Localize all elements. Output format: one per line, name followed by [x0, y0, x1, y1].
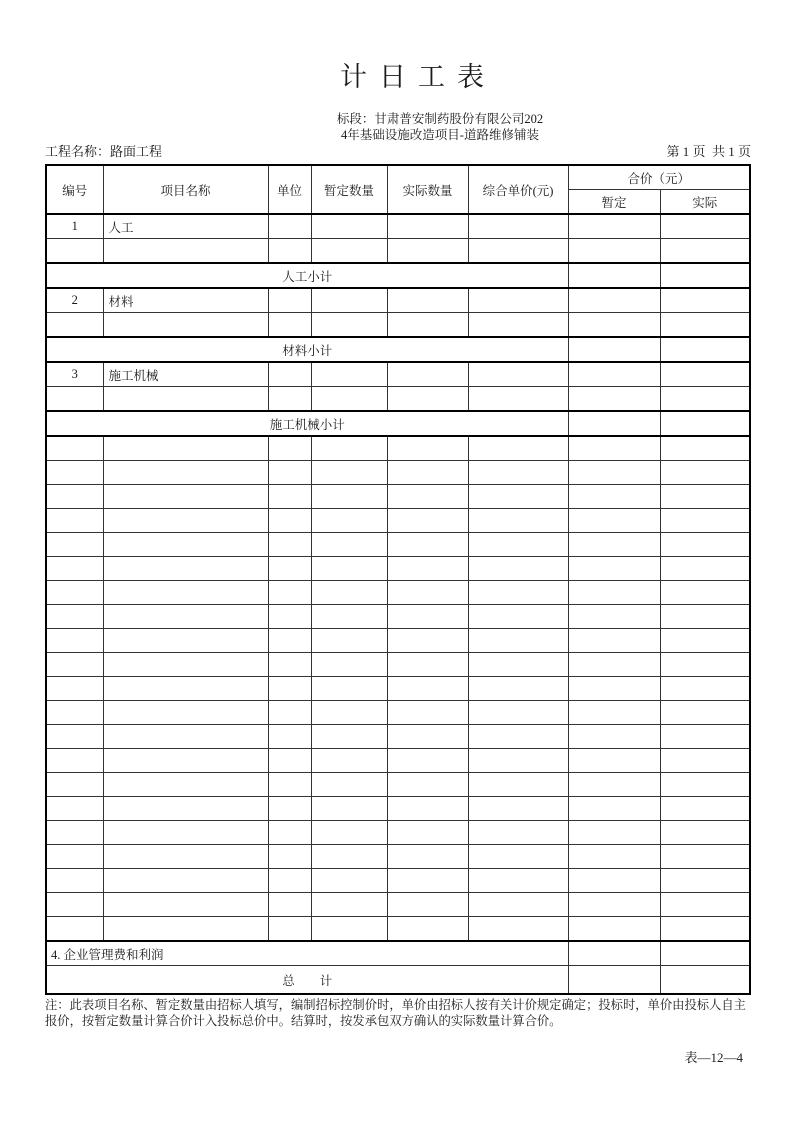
empty-cell: [387, 725, 468, 749]
empty-cell: [311, 869, 387, 893]
empty-cell: [311, 893, 387, 917]
empty-cell: [468, 239, 568, 264]
empty-cell: [103, 557, 268, 581]
empty-cell: [46, 605, 103, 629]
empty-cell: [311, 214, 387, 239]
tentative-total-cell: [568, 337, 660, 362]
empty-cell: [268, 797, 311, 821]
empty-cell: [46, 239, 103, 264]
empty-cell: [46, 797, 103, 821]
empty-cell: [46, 869, 103, 893]
empty-cell: [103, 605, 268, 629]
empty-cell: [387, 288, 468, 313]
empty-cell: [46, 773, 103, 797]
empty-cell: [660, 701, 750, 725]
table-row: [46, 821, 750, 845]
empty-cell: [268, 917, 311, 942]
empty-cell: [660, 893, 750, 917]
empty-cell: [387, 509, 468, 533]
empty-cell: [268, 509, 311, 533]
empty-cell: [268, 214, 311, 239]
empty-cell: [311, 509, 387, 533]
empty-cell: [311, 773, 387, 797]
empty-cell: [268, 845, 311, 869]
empty-cell: [103, 917, 268, 942]
empty-cell: [568, 773, 660, 797]
empty-cell: [311, 533, 387, 557]
table-row: [46, 337, 750, 362]
empty-cell: [660, 821, 750, 845]
empty-cell: [468, 485, 568, 509]
item-name-cell: 人工: [103, 214, 268, 239]
row-label-cell: 4. 企业管理费和利润: [46, 941, 568, 966]
empty-cell: [568, 239, 660, 264]
bid-section-line2: 4年基础设施改造项目-道路维修铺装: [341, 127, 539, 142]
empty-cell: [387, 749, 468, 773]
column-header-unit: 单位: [268, 165, 311, 214]
empty-cell: [660, 605, 750, 629]
table-row: [46, 509, 750, 533]
empty-cell: [660, 581, 750, 605]
empty-cell: [387, 533, 468, 557]
empty-cell: [103, 461, 268, 485]
empty-cell: [268, 581, 311, 605]
empty-cell: [660, 461, 750, 485]
empty-cell: [468, 288, 568, 313]
empty-cell: [660, 653, 750, 677]
row-number-cell: 2: [46, 288, 103, 313]
empty-cell: [387, 239, 468, 264]
empty-cell: [311, 313, 387, 338]
empty-cell: [46, 581, 103, 605]
table-row: [46, 557, 750, 581]
empty-cell: [387, 821, 468, 845]
table-row: [46, 605, 750, 629]
table-row: [46, 797, 750, 821]
empty-cell: [568, 869, 660, 893]
empty-cell: [468, 749, 568, 773]
bid-section-label: [40, 112, 800, 143]
empty-cell: [568, 557, 660, 581]
actual-total-cell: [660, 941, 750, 966]
empty-cell: [268, 653, 311, 677]
table-row: [46, 629, 750, 653]
row-label-cell: 材料小计: [46, 337, 568, 362]
empty-cell: [387, 893, 468, 917]
empty-cell: [660, 629, 750, 653]
empty-cell: [387, 845, 468, 869]
empty-cell: [660, 485, 750, 509]
empty-cell: [468, 725, 568, 749]
empty-cell: [103, 845, 268, 869]
page-indicator: 第 1 页 共 1 页: [666, 144, 751, 159]
table-row: [46, 411, 750, 436]
empty-cell: [468, 893, 568, 917]
table-row: [46, 869, 750, 893]
actual-total-cell: [660, 263, 750, 288]
empty-cell: [468, 313, 568, 338]
empty-cell: [568, 653, 660, 677]
item-name-cell: 施工机械: [103, 362, 268, 387]
empty-cell: [387, 387, 468, 412]
empty-cell: [311, 436, 387, 461]
empty-cell: [660, 677, 750, 701]
empty-cell: [660, 288, 750, 313]
empty-cell: [387, 773, 468, 797]
table-row: [46, 387, 750, 412]
empty-cell: [311, 797, 387, 821]
empty-cell: [568, 387, 660, 412]
empty-cell: [387, 313, 468, 338]
empty-cell: [46, 533, 103, 557]
empty-cell: [311, 749, 387, 773]
actual-total-cell: [660, 966, 750, 995]
empty-cell: [311, 288, 387, 313]
empty-cell: [568, 485, 660, 509]
row-label-cell: 施工机械小计: [46, 411, 568, 436]
empty-cell: [103, 893, 268, 917]
empty-cell: [468, 629, 568, 653]
empty-cell: [103, 533, 268, 557]
empty-cell: [387, 214, 468, 239]
table-row: [46, 941, 750, 966]
table-row: [46, 893, 750, 917]
empty-cell: [387, 557, 468, 581]
column-header-unit-price: 综合单价(元): [468, 165, 568, 214]
project-name: 工程名称：路面工程: [45, 144, 163, 159]
tentative-total-cell: [568, 411, 660, 436]
empty-cell: [660, 917, 750, 942]
table-row: [46, 677, 750, 701]
empty-cell: [468, 653, 568, 677]
empty-cell: [568, 797, 660, 821]
empty-cell: [103, 701, 268, 725]
empty-cell: [468, 581, 568, 605]
empty-cell: [46, 461, 103, 485]
empty-cell: [103, 773, 268, 797]
empty-cell: [468, 797, 568, 821]
empty-cell: [568, 214, 660, 239]
empty-cell: [268, 821, 311, 845]
tentative-total-cell: [568, 263, 660, 288]
column-header-total-price: 合价（元）: [568, 165, 750, 190]
empty-cell: [387, 362, 468, 387]
column-header-item-name: 项目名称: [103, 165, 268, 214]
empty-cell: [568, 821, 660, 845]
table-row: [46, 581, 750, 605]
empty-cell: [103, 313, 268, 338]
empty-cell: [311, 581, 387, 605]
column-header-actual-qty: 实际数量: [387, 165, 468, 214]
empty-cell: [311, 701, 387, 725]
empty-cell: [46, 749, 103, 773]
empty-cell: [387, 629, 468, 653]
column-header-tentative: 暂定: [568, 190, 660, 215]
empty-cell: [660, 387, 750, 412]
row-number-cell: 3: [46, 362, 103, 387]
empty-cell: [660, 362, 750, 387]
table-body: [46, 214, 750, 994]
empty-cell: [46, 701, 103, 725]
actual-total-cell: [660, 411, 750, 436]
empty-cell: [568, 749, 660, 773]
empty-cell: [268, 677, 311, 701]
empty-cell: [311, 485, 387, 509]
empty-cell: [46, 653, 103, 677]
row-label-cell: 人工小计: [46, 263, 568, 288]
form-code: 表—12—4: [684, 1050, 743, 1065]
empty-cell: [660, 869, 750, 893]
empty-cell: [103, 677, 268, 701]
empty-cell: [660, 533, 750, 557]
empty-cell: [568, 677, 660, 701]
empty-cell: [103, 749, 268, 773]
empty-cell: [387, 485, 468, 509]
empty-cell: [103, 436, 268, 461]
empty-cell: [46, 845, 103, 869]
empty-cell: [46, 725, 103, 749]
empty-cell: [660, 845, 750, 869]
empty-cell: [268, 533, 311, 557]
empty-cell: [268, 485, 311, 509]
empty-cell: [103, 581, 268, 605]
row-label-cell: 总 计: [46, 966, 568, 995]
table-row: [46, 288, 750, 313]
table-row: [46, 917, 750, 942]
empty-cell: [387, 701, 468, 725]
column-header-tentative-qty: 暂定数量: [311, 165, 387, 214]
page-title: 计日工表: [340, 62, 496, 92]
empty-cell: [660, 214, 750, 239]
tentative-total-cell: [568, 966, 660, 995]
empty-cell: [660, 749, 750, 773]
empty-cell: [103, 485, 268, 509]
column-header-no: 编号: [46, 165, 103, 214]
empty-cell: [311, 239, 387, 264]
empty-cell: [468, 387, 568, 412]
empty-cell: [311, 605, 387, 629]
table-row: [46, 773, 750, 797]
note-text: [45, 997, 757, 1029]
empty-cell: [660, 239, 750, 264]
empty-cell: [268, 436, 311, 461]
empty-cell: [468, 557, 568, 581]
empty-cell: [103, 387, 268, 412]
table-header: [46, 165, 750, 214]
table-row: [46, 239, 750, 264]
empty-cell: [46, 821, 103, 845]
empty-cell: [568, 845, 660, 869]
empty-cell: [660, 557, 750, 581]
empty-cell: [468, 869, 568, 893]
empty-cell: [268, 701, 311, 725]
table-row: [46, 263, 750, 288]
table-row: [46, 653, 750, 677]
empty-cell: [311, 557, 387, 581]
empty-cell: [468, 509, 568, 533]
empty-cell: [311, 387, 387, 412]
empty-cell: [387, 653, 468, 677]
actual-total-cell: [660, 337, 750, 362]
column-header-actual: 实际: [660, 190, 750, 215]
item-name-cell: 材料: [103, 288, 268, 313]
daywork-table: [45, 164, 751, 995]
table-row: [46, 313, 750, 338]
empty-cell: [468, 533, 568, 557]
empty-cell: [660, 773, 750, 797]
empty-cell: [46, 893, 103, 917]
empty-cell: [568, 313, 660, 338]
row-number-cell: 1: [46, 214, 103, 239]
table-row: [46, 461, 750, 485]
table-row: [46, 725, 750, 749]
empty-cell: [387, 869, 468, 893]
empty-cell: [387, 677, 468, 701]
table-row: [46, 436, 750, 461]
empty-cell: [311, 461, 387, 485]
empty-cell: [268, 387, 311, 412]
empty-cell: [660, 725, 750, 749]
meta-row: [45, 141, 751, 160]
empty-cell: [268, 725, 311, 749]
empty-cell: [268, 749, 311, 773]
note-line1: 注：此表项目名称、暂定数量由招标人填写，编制招标控制价时，单价由招标人按有关计价规定确定；投标时，单价由投标人自主: [45, 998, 746, 1012]
empty-cell: [268, 605, 311, 629]
empty-cell: [468, 461, 568, 485]
empty-cell: [568, 288, 660, 313]
empty-cell: [468, 821, 568, 845]
bid-section-line1: 标段：甘肃普安制药股份有限公司202: [336, 112, 544, 126]
empty-cell: [311, 821, 387, 845]
empty-cell: [568, 917, 660, 942]
empty-cell: [568, 893, 660, 917]
empty-cell: [387, 461, 468, 485]
empty-cell: [568, 533, 660, 557]
empty-cell: [387, 797, 468, 821]
empty-cell: [387, 581, 468, 605]
empty-cell: [103, 797, 268, 821]
empty-cell: [103, 629, 268, 653]
empty-cell: [46, 509, 103, 533]
empty-cell: [268, 629, 311, 653]
empty-cell: [311, 362, 387, 387]
empty-cell: [468, 214, 568, 239]
empty-cell: [660, 797, 750, 821]
empty-cell: [468, 605, 568, 629]
table-row: [46, 362, 750, 387]
empty-cell: [568, 581, 660, 605]
empty-cell: [660, 313, 750, 338]
table-row: [46, 701, 750, 725]
empty-cell: [568, 436, 660, 461]
empty-cell: [311, 653, 387, 677]
empty-cell: [103, 239, 268, 264]
empty-cell: [268, 362, 311, 387]
empty-cell: [46, 387, 103, 412]
empty-cell: [568, 629, 660, 653]
empty-cell: [46, 629, 103, 653]
empty-cell: [268, 461, 311, 485]
empty-cell: [268, 557, 311, 581]
empty-cell: [468, 701, 568, 725]
empty-cell: [311, 725, 387, 749]
empty-cell: [468, 362, 568, 387]
empty-cell: [468, 677, 568, 701]
table-row: [46, 966, 750, 995]
empty-cell: [103, 869, 268, 893]
empty-cell: [46, 436, 103, 461]
table-row: [46, 533, 750, 557]
empty-cell: [103, 653, 268, 677]
note-line2: 报价，按暂定数量计算合价计入投标总价中。结算时，按发承包双方确认的实际数量计算合价。: [45, 1014, 562, 1028]
empty-cell: [46, 917, 103, 942]
empty-cell: [46, 677, 103, 701]
empty-cell: [103, 725, 268, 749]
table-row: [46, 749, 750, 773]
empty-cell: [387, 605, 468, 629]
empty-cell: [568, 725, 660, 749]
empty-cell: [311, 845, 387, 869]
empty-cell: [387, 917, 468, 942]
table-row: [46, 214, 750, 239]
empty-cell: [46, 313, 103, 338]
empty-cell: [268, 288, 311, 313]
table-row: [46, 845, 750, 869]
empty-cell: [660, 509, 750, 533]
tentative-total-cell: [568, 941, 660, 966]
empty-cell: [468, 773, 568, 797]
empty-cell: [46, 485, 103, 509]
empty-cell: [311, 629, 387, 653]
empty-cell: [468, 917, 568, 942]
empty-cell: [268, 869, 311, 893]
empty-cell: [568, 362, 660, 387]
empty-cell: [268, 313, 311, 338]
empty-cell: [268, 239, 311, 264]
empty-cell: [568, 605, 660, 629]
empty-cell: [568, 701, 660, 725]
empty-cell: [568, 461, 660, 485]
empty-cell: [468, 845, 568, 869]
empty-cell: [660, 436, 750, 461]
empty-cell: [268, 893, 311, 917]
empty-cell: [311, 677, 387, 701]
empty-cell: [103, 509, 268, 533]
empty-cell: [268, 773, 311, 797]
empty-cell: [103, 821, 268, 845]
empty-cell: [468, 436, 568, 461]
empty-cell: [46, 557, 103, 581]
empty-cell: [568, 509, 660, 533]
empty-cell: [387, 436, 468, 461]
empty-cell: [311, 917, 387, 942]
table-row: [46, 485, 750, 509]
